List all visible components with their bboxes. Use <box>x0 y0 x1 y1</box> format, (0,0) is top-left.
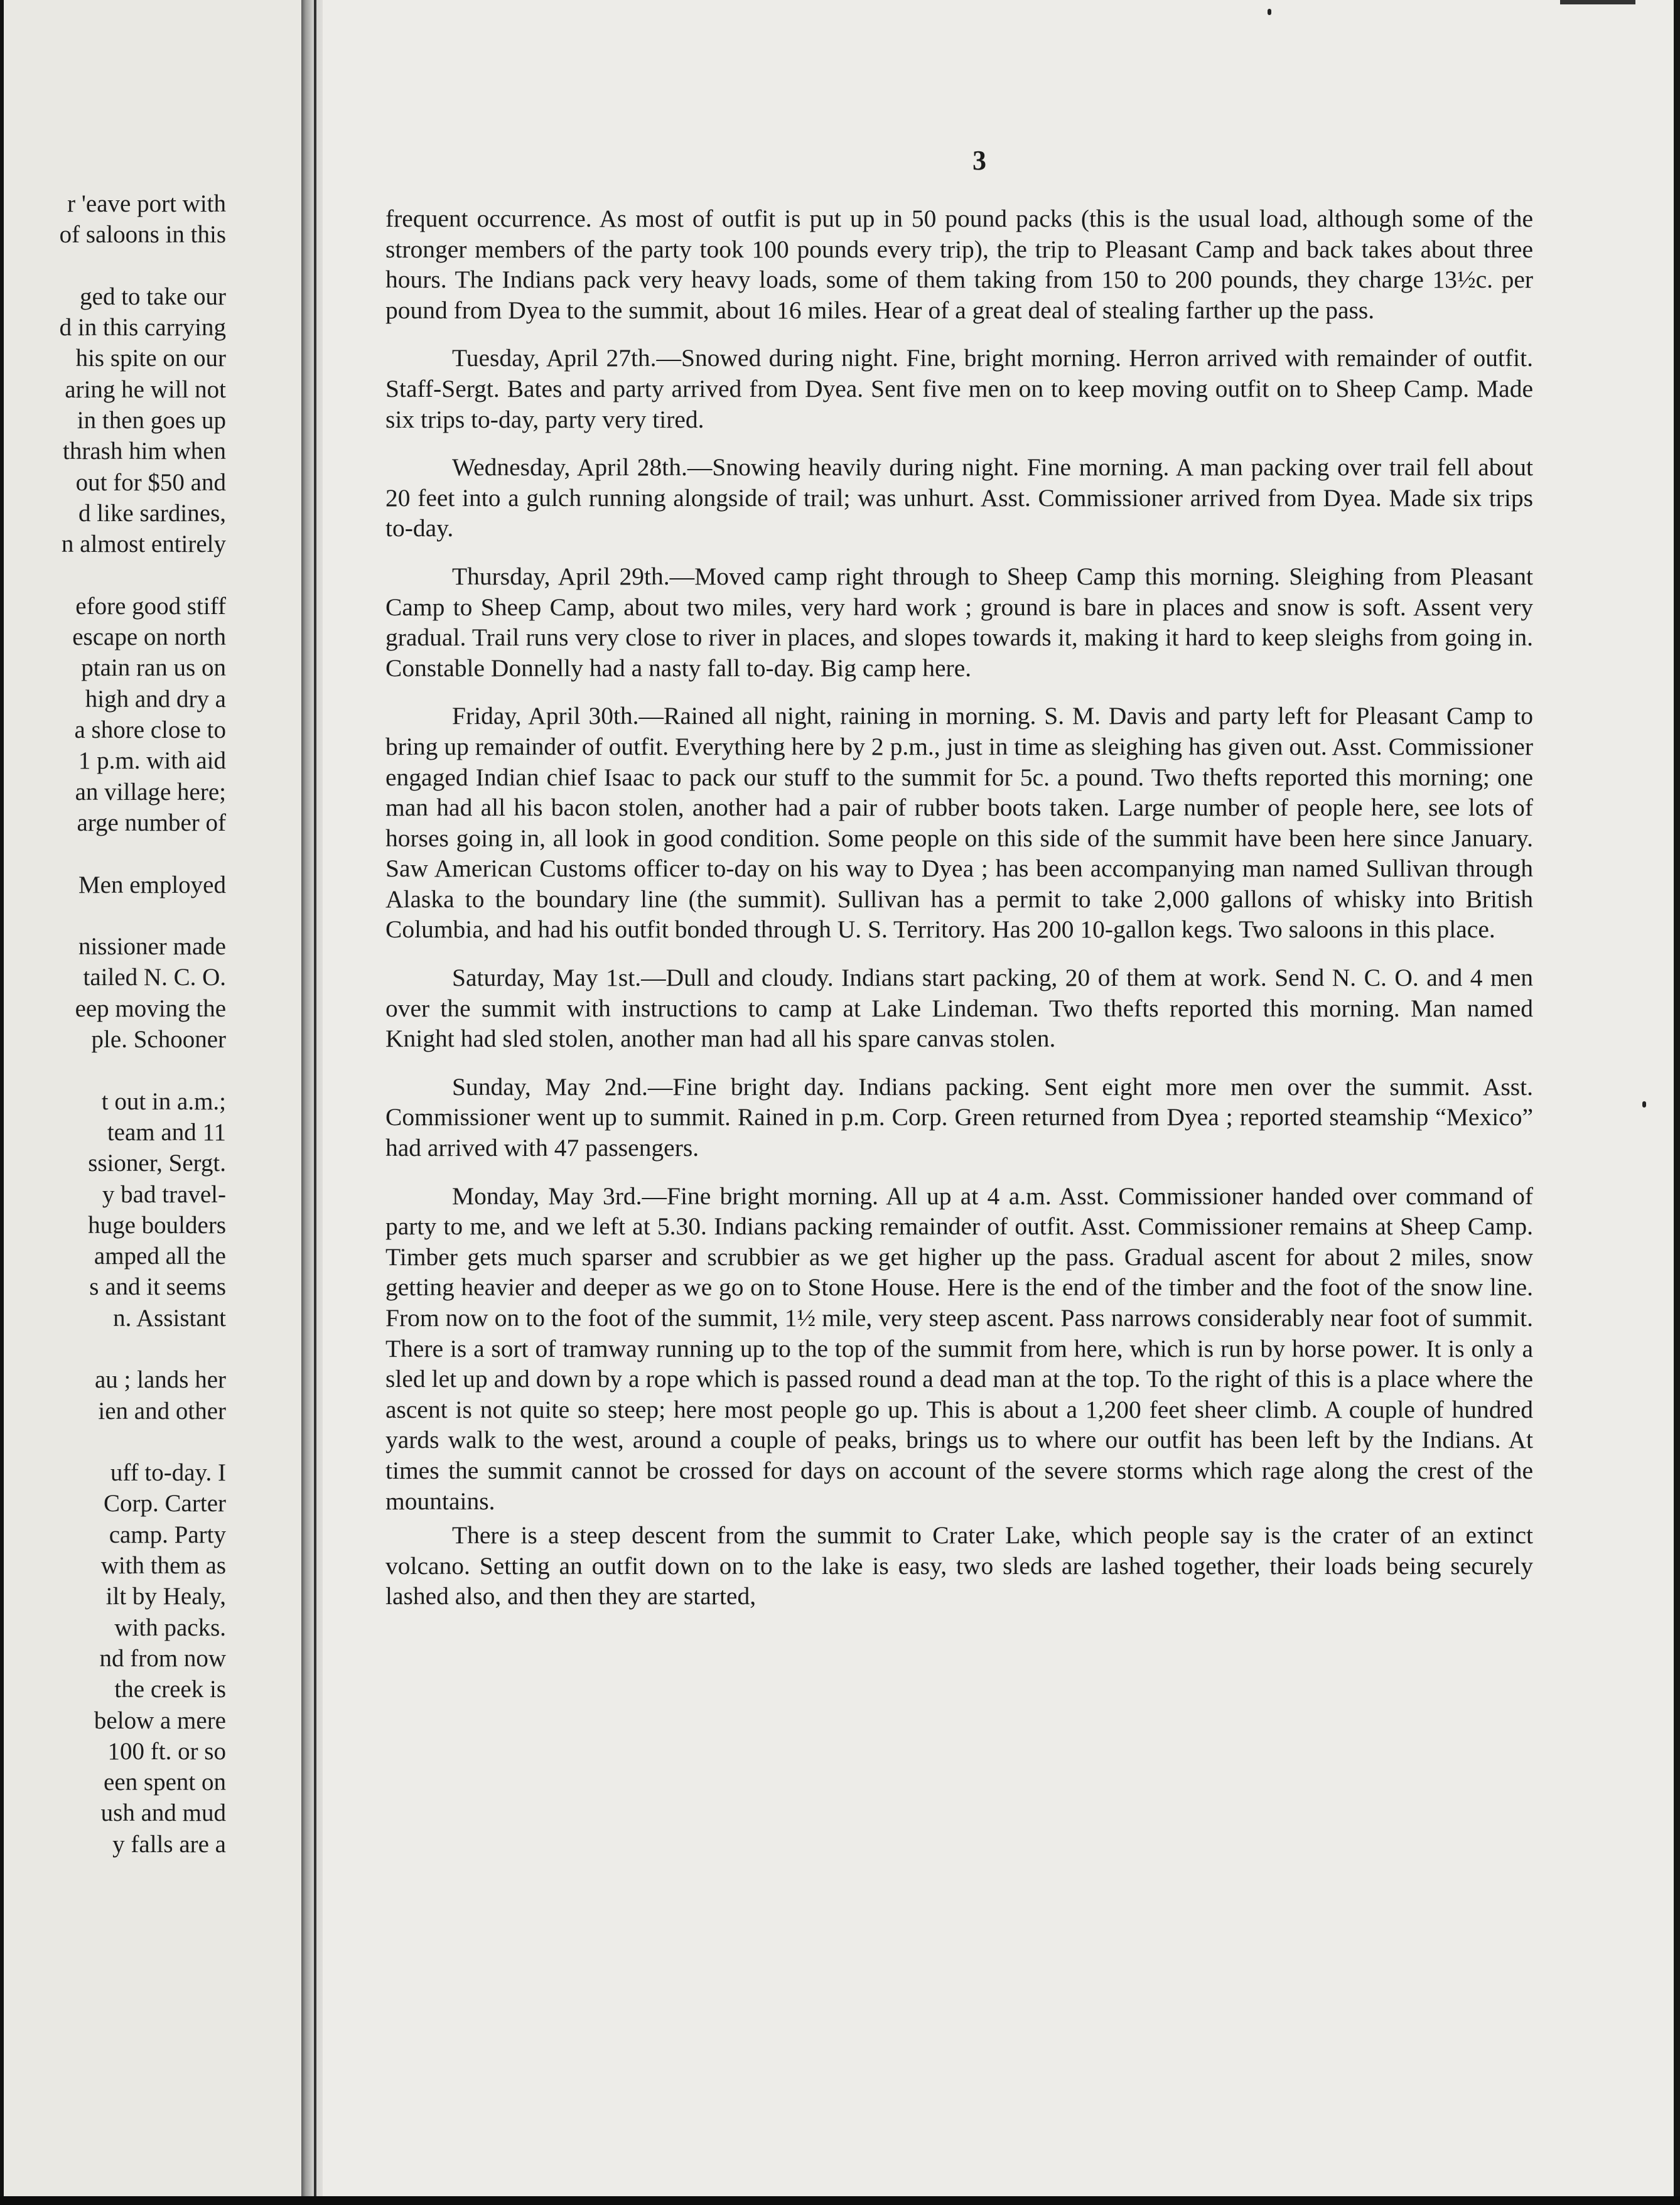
left-page-fragment-line: thrash him when <box>63 438 226 465</box>
book-gutter <box>301 0 323 2196</box>
left-page-fragment-line: out for $50 and <box>75 468 226 496</box>
left-page-fragment-line: arge number of <box>77 809 226 836</box>
main-text-body <box>385 203 1533 1629</box>
left-page-line-gap <box>4 900 226 931</box>
left-page-fragment-line: t out in a.m.; <box>101 1087 226 1115</box>
left-page-fragment-line: ged to take our <box>80 283 226 310</box>
left-page-fragment-line: nissioner made <box>78 933 226 961</box>
left-page-fragment-line: 100 ft. or so <box>107 1737 226 1765</box>
diary-entry-may-3: Monday, May 3rd.—Fine bright morning. All up at 4 a.m. Asst. Commissioner handed over command of party to me, and we left at 5.30. Indians packing remainder of outfit. Asst. Commissioner remains at Sheep Camp. Timber gets much sparser and scrubbier as we get higher up the pass. Gradual ascent for about 2 miles, snow getting heavier and deeper as we go on to Stone House. Here is the end of the timber and the foot of the snow line. From now on to the foot of the summit, 1½ mile, very steep ascent. Pass narrows considerably near foot of summit. There is a sort of tramway running up to the top of the summit from here, which is run by horse power. It is only a sled let up and down by a rope which is passed round a dead man at the top. To the right of this is a place where the ascent is not quite so steep; here most people go up. This is about a 1,200 feet sheer climb. A couple of hundred yards walk to the west, around a couple of peaks, brings us to where our outfit has been left by the Indians. At times the summit cannot be crossed for days on account of the severe storms which rage along the crest of the mountains. <box>385 1182 1533 1515</box>
left-page-fragment-line: team and 11 <box>107 1118 226 1146</box>
left-page-fragment-line: his spite on our <box>75 345 226 372</box>
diary-entry-april-30: Friday, April 30th.—Rained all night, raining in morning. S. M. Davis and party left for Pleasant Camp to bring up remainder of outfit. Everything here by 2 p.m., just in time as sleighing has given out. Asst. Commissioner engaged Indian chief Isaac to pack our stuff to the summit for 5c. a pound. Two thefts reported this morning; one man had all his bacon stolen, another had a pair of rubber boots taken. Large number of people here, see lots of horses going in, all look in good condition. Some people on this side of the summit have been here since January. Saw American Customs officer to-day on his way to Dyea ; has been accompanying man named Sullivan through Alaska to the boundary line (the summit). Sullivan has a permit to take 2,000 gallons of whisky into British Columbia, and had his outfit bonded through U. S. Territory. Has 200 10-gallon kegs. Two saloons in this place. <box>385 702 1533 944</box>
diary-entry-may-1: Saturday, May 1st.—Dull and cloudy. Indians start packing, 20 of them at work. Send N. C. O. and 4 men over the summit with instructions to camp at Lake Lindeman. Two thefts reported this morning. Man named Knight had sled stolen, another man had all his spare canvas stolen. <box>385 964 1533 1053</box>
diary-entry-april-29: Thursday, April 29th.—Moved camp right through to Sheep Camp this morning. Sleighing from Pleasant Camp to Sheep Camp, about two miles, very hard work ; ground is bare in places and snow is soft. Assent very gradual. Trail runs very close to river in places, and slopes towards it, making it hard to keep sleighs from going in. Constable Donnelly had a nasty fall to-day. Big camp here. <box>385 562 1533 682</box>
left-page-fragment-line: camp. Party <box>109 1521 226 1548</box>
left-page-fragment-line: n almost entirely <box>61 531 226 558</box>
left-page-fragment-line: ien and other <box>98 1397 226 1425</box>
gutter-fold-line <box>314 0 316 2196</box>
right-margin-speck <box>1642 1101 1646 1108</box>
left-page-fragment-line: ptain ran us on <box>81 654 226 682</box>
left-page-fragment-line: with them as <box>100 1552 226 1580</box>
left-page-fragment-line: the creek is <box>114 1676 226 1703</box>
left-page-fragment-line: in then goes up <box>77 407 226 434</box>
left-page-fragment-line: efore good stiff <box>75 592 226 620</box>
left-page-fragment-line: r 'eave port with <box>67 190 226 217</box>
left-page-fragment-line: n. Assistant <box>113 1304 226 1332</box>
left-page-fragment-line: an village here; <box>75 778 226 806</box>
left-page-line-gap <box>4 838 226 869</box>
diary-entry-april-28: Wednesday, April 28th.—Snowing heavily during night. Fine morning. A man packing over trail fell about 20 feet into a gulch running alongside of trail; was unhurt. Asst. Commissioner arrived from Dyea. Made six trips to-day. <box>385 453 1533 542</box>
left-page-fragment-line: tailed N. C. O. <box>83 964 226 991</box>
left-page-fragment-line: een spent on <box>104 1769 226 1796</box>
left-page-fragment-line: eep moving the <box>75 995 226 1022</box>
left-page-text-column <box>4 188 226 1860</box>
top-speck <box>1268 9 1271 15</box>
left-page-fragment-line: d like sardines, <box>78 499 226 527</box>
left-page-fragment-line: au ; lands her <box>94 1366 226 1394</box>
diary-entry-april-27: Tuesday, April 27th.—Snowed during night. Fine, bright morning. Herron arrived with remainder of outfit. Staff-Sergt. Bates and party arrived from Dyea. Sent five men on to keep moving outfit on to Sheep Camp. Made six trips to-day, party very tired. <box>385 344 1533 433</box>
left-page-fragment-line: with packs. <box>114 1614 226 1641</box>
paragraph-continuation: frequent occurrence. As most of outfit is put up in 50 pound packs (this is the usual load, although some of the stronger members of the party took 100 pounds every trip), the trip to Pleasant Camp and back takes about three hours. The Indians pack very heavy loads, some of them taking from 150 to 200 pounds, they charge 13½c. per pound from Dyea to the summit, about 16 miles. Hear of a great deal of stealing farther up the pass. <box>385 205 1533 324</box>
left-page-line-gap <box>4 560 226 591</box>
left-page-line-gap <box>4 1426 226 1457</box>
left-page-fragment-line: Men employed <box>78 871 226 898</box>
left-page-fragment-line: escape on north <box>72 623 226 651</box>
diary-entry-may-2: Sunday, May 2nd.—Fine bright day. Indians packing. Sent eight more men over the summit. Asst. Commissioner went up to summit. Rained in p.m. Corp. Green returned from Dyea ; reported steamship “Mexico” had arrived with 47 passengers. <box>385 1072 1533 1162</box>
page-number: 3 <box>972 145 986 176</box>
left-page-fragment-line: huge boulders <box>88 1211 226 1239</box>
scan-border-right <box>1674 0 1680 2205</box>
left-page-fragment-line: 1 p.m. with aid <box>78 747 226 775</box>
left-page-fragment-line: high and dry a <box>85 685 226 713</box>
left-page-line-gap <box>4 1055 226 1086</box>
left-page-fragment-line: y bad travel- <box>102 1180 226 1208</box>
left-page-fragment-line: ple. Schooner <box>91 1026 226 1054</box>
paragraph-crater-lake: There is a steep descent from the summit to Crater Lake, which people say is the crater of an extinct volcano. Setting an outfit down on to the lake is easy, two sleds are lashed together, their loads being securely lashed also, and then they are started, <box>385 1521 1533 1610</box>
scan-border-bottom <box>0 2196 1680 2205</box>
left-page-fragment-line: Corp. Carter <box>104 1490 226 1518</box>
left-page-fragment-line: ush and mud <box>100 1799 226 1827</box>
left-page-fragment-line: d in this carrying <box>59 314 226 342</box>
left-page <box>4 0 301 2196</box>
left-page-fragment-line: below a mere <box>94 1706 226 1734</box>
left-page-fragment-line: ilt by Healy, <box>105 1583 226 1610</box>
left-page-fragment-line: amped all the <box>94 1243 226 1270</box>
left-page-fragment-line: a shore close to <box>74 716 226 744</box>
left-page-fragment-line: ssioner, Sergt. <box>88 1150 226 1177</box>
left-page-fragment-line: of saloons in this <box>59 221 226 249</box>
left-page-fragment-line: uff to-day. I <box>110 1459 226 1487</box>
left-page-fragment-line: s and it seems <box>89 1273 226 1301</box>
left-page-fragment-line: nd from now <box>99 1644 226 1672</box>
left-page-line-gap <box>4 251 226 281</box>
left-page-line-gap <box>4 1334 226 1364</box>
left-page-fragment-line: y falls are a <box>112 1830 226 1858</box>
top-edge-mark <box>1560 0 1635 4</box>
left-page-fragment-line: aring he will not <box>65 375 226 403</box>
